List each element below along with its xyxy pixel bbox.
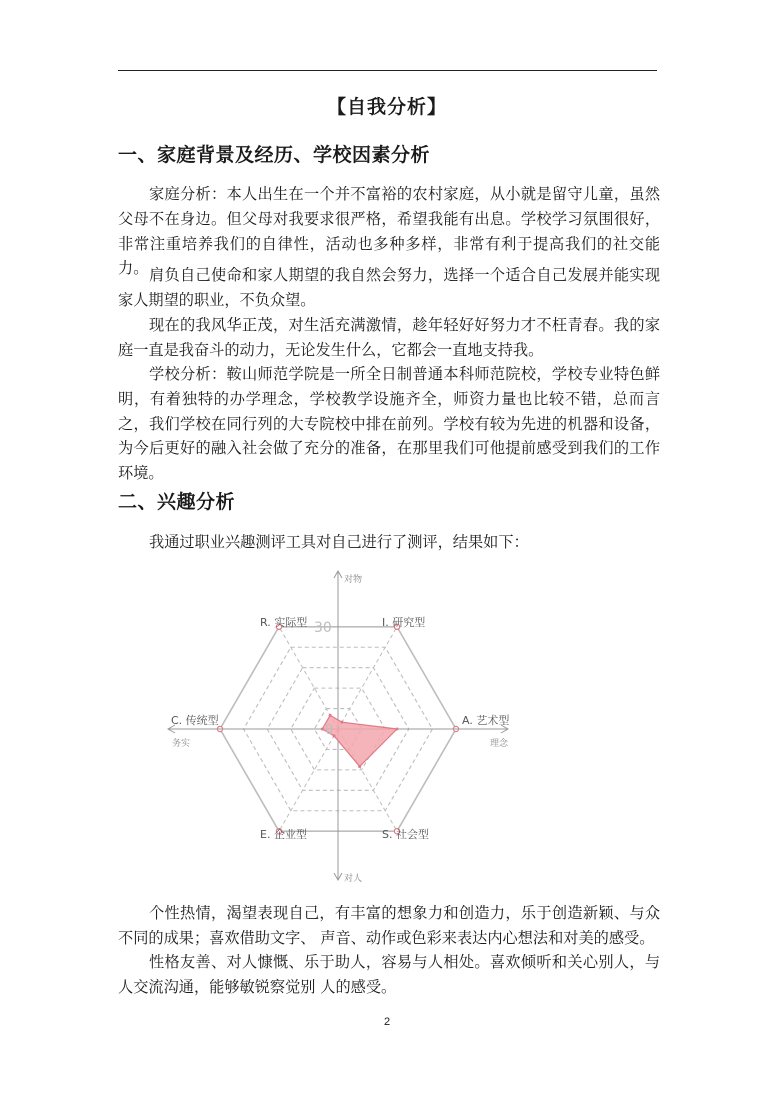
radar-data [321,714,399,768]
holland-radar-chart [150,562,540,892]
direction-label-bottom: 对人 [344,874,363,884]
section1-paragraph-school: 学校分析：鞍山师范学院是一所全日制普通本科师范院校，学校专业特色鲜明，有着独特的办学理念，学校教学设施齐全，师资力量也比较不错，总而言之，我们学校在同行列的大专院校中排在前列。学校有较为先进的机器和设备，为今后更好的融入社会做了充分的准备，在那里我们可他提前感受到我们的工作环境。 [118,365,660,483]
label-artistic: A. 艺术型 [462,714,510,727]
label-conventional: C. 传统型 [171,714,219,727]
radar-data-point [340,721,343,724]
label-social: S. 社会型 [382,828,429,841]
section1-paragraph-present: 现在的我风华正茂，对生活充满激情，趁年轻好好努力才不枉青春。我的家庭一直是我奋斗的动力，无论发生什么，它都会一直地支持我。 [118,316,660,359]
scale-label-min: 0 [325,723,334,738]
direction-label-right: 理念 [490,739,509,749]
section2-intro: 我通过职业兴趣测评工具对自己进行了测评，结果如下： [149,533,529,551]
header-rule [118,70,657,71]
direction-label-left: 务实 [172,739,191,749]
section2-heading: 二、兴趣分析 [118,491,236,513]
label-investigative: I. 研究型 [382,616,426,629]
direction-label-top: 对物 [344,575,363,585]
radar-data-point [321,728,324,731]
section1-heading: 一、家庭背景及经历、学校因素分析 [118,144,431,166]
section1-paragraph-family: 家庭分析：本人出生在一个并不富裕的农村家庭，从小就是留守儿童，虽然父母不在身边。但父母对我要求很严格，希望我能有出息。学校学习氛围很好，非常注重培养我们的自律性，活动也多种多样，非常有利于提高我们的社交能力。 [118,185,660,278]
section1-paragraph-expectation: 肩负自己使命和家人期望的我自然会努力，选择一个适合自己发展并能实现家人期望的职业，不负众望。 [118,266,660,309]
radar-data-point [396,728,399,731]
radar-data-point [358,765,361,768]
radar-spoke [338,627,397,729]
label-enterprising: E. 企业型 [260,828,307,841]
radar-spoke [279,627,338,729]
page-number: 2 [383,1016,391,1028]
radar-spoke [279,729,338,831]
section2-paragraph-social: 性格友善、对人慷慨、乐于助人，容易与人相处。喜欢倾听和关心别人，与人交流沟通，能够敏锐察觉别 人的感受。 [118,953,660,996]
document-title: 【自我分析】 [326,96,447,118]
section2-paragraph-artistic: 个性热情，渴望表现自己，有丰富的想象力和创造力，乐于创造新颖、与众不同的成果；喜欢借助文字、 声音、动作或色彩来表达内心想法和对美的感受。 [118,904,660,947]
radar-data-point [329,714,332,717]
scale-label-max: 30 [314,620,332,636]
label-realistic: R. 实际型 [260,616,308,629]
radar-data-area [322,715,397,766]
